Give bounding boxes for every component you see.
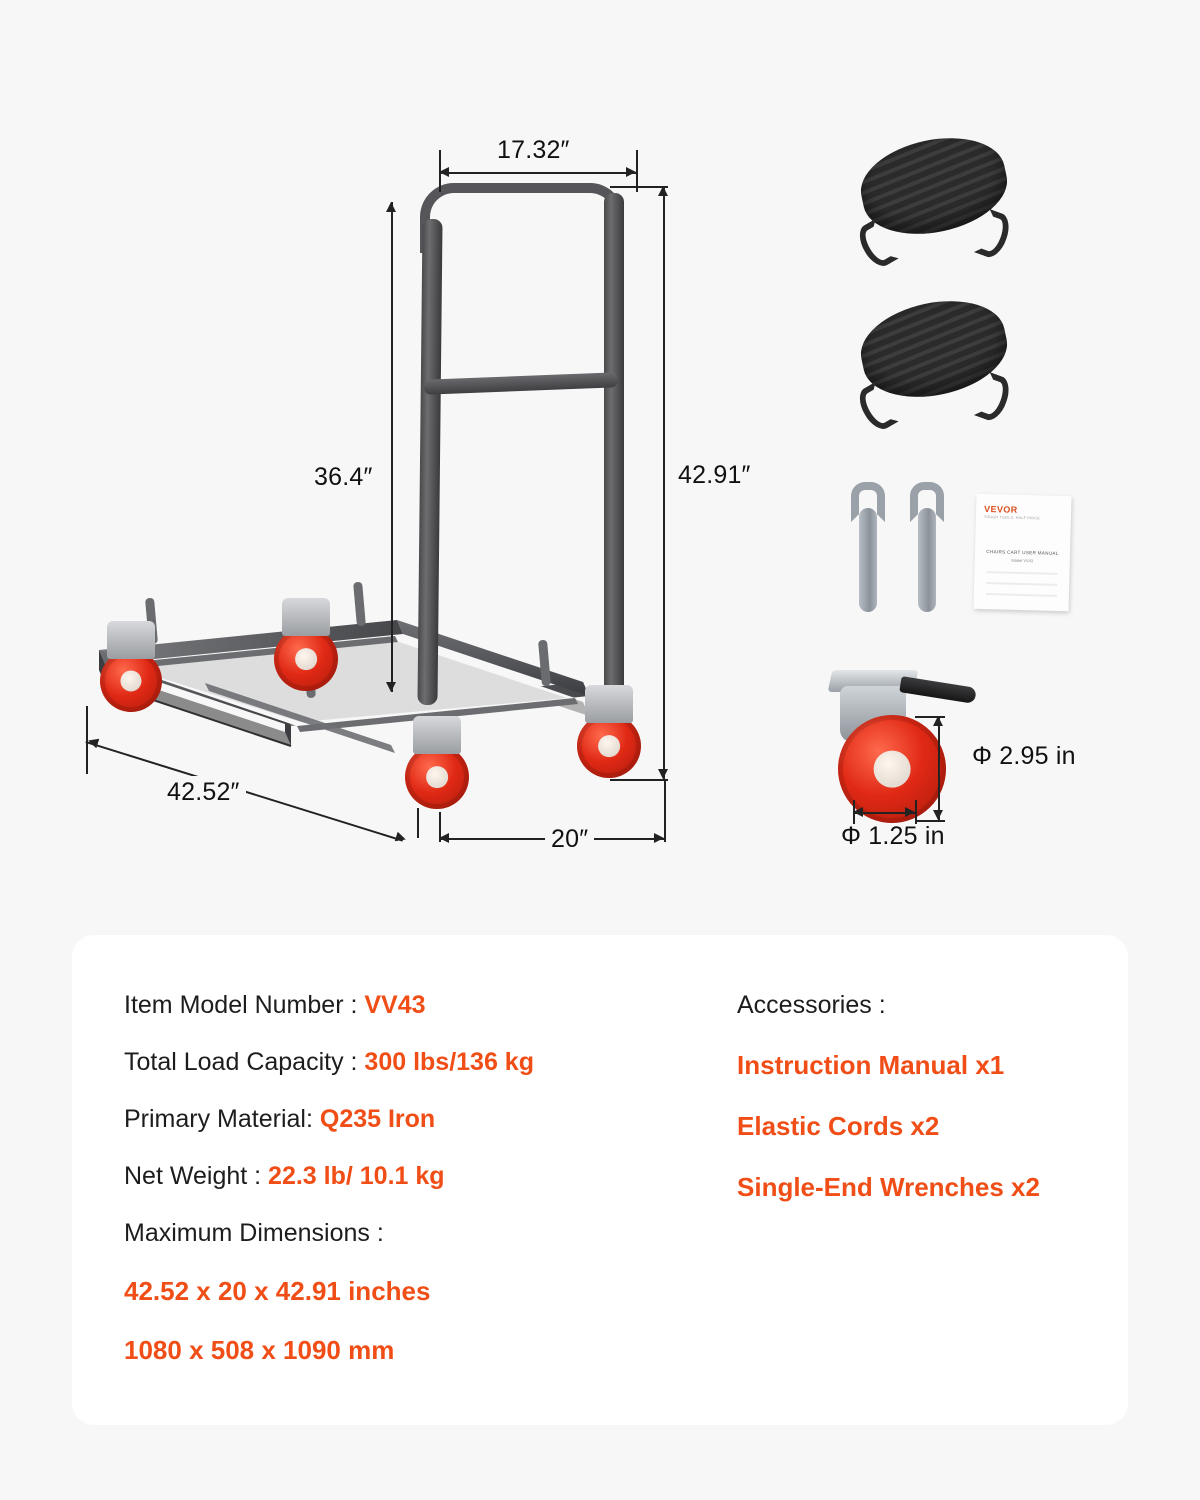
spec-row-material: [124, 1107, 704, 1132]
dim-caster-mount-ext-right: [915, 800, 917, 824]
dim-label-overall-width: 20″: [545, 823, 594, 856]
spec-value-dimensions-inches: 42.52 x 20 x 42.91 inches: [124, 1276, 431, 1306]
accessory-item-manual: [737, 1052, 1137, 1079]
manual-brand-tagline: TOUGH TOOLS, HALF PRICE: [983, 514, 1040, 521]
caster-hub-icon: [426, 766, 448, 788]
dim-ext-right: [417, 808, 419, 838]
dim-label-caster-diameter: Φ 2.95 in: [972, 742, 1076, 770]
spec-value-load-capacity: 300 lbs/136 kg: [364, 1048, 534, 1076]
dim-overall-height-ext-bottom: [610, 779, 668, 781]
cart-caster-rear-right: [577, 714, 641, 778]
spec-label-material: Primary Material:: [124, 1105, 320, 1133]
accessory-item-wrenches: [737, 1174, 1137, 1201]
cart-caster-front-right: [405, 745, 469, 809]
dim-label-overall-length: 42.52″: [161, 776, 246, 809]
dim-caster-diameter-ext-top: [915, 716, 945, 718]
dim-caster-diameter-line: [938, 716, 940, 820]
caster-bracket-icon: [107, 621, 154, 658]
manual-rule: [986, 593, 1057, 597]
caster-brake-lever-icon: [899, 676, 977, 704]
handle-post-left: [417, 219, 442, 705]
spec-label-max-dimensions: Maximum Dimensions :: [124, 1219, 384, 1247]
accessory-caster-detail: [820, 660, 980, 810]
dim-arrow: [626, 167, 636, 177]
spec-value-material: Q235 Iron: [319, 1105, 436, 1133]
dim-arrow: [439, 833, 449, 843]
dim-arrow: [933, 716, 943, 726]
caster-hub-icon: [295, 648, 317, 670]
caster-hub-icon: [874, 751, 911, 788]
spec-label-load-capacity: Total Load Capacity :: [124, 1048, 365, 1076]
dim-label-caster-mount: Φ 1.25 in: [841, 822, 945, 850]
dim-arrow: [386, 202, 396, 212]
caster-bracket-icon: [282, 598, 331, 636]
spec-row-model: [124, 993, 704, 1018]
cart-caster-front-left: [100, 650, 162, 712]
accessory-label-wrenches: Single-End Wrenches x2: [737, 1172, 1040, 1202]
dim-arrow: [658, 769, 668, 779]
handle-top-bar: [420, 183, 624, 253]
spec-row-dimensions-mm: [124, 1337, 704, 1364]
caster-hub-icon: [120, 670, 141, 691]
caster-bracket-icon: [413, 716, 462, 754]
dim-arrow: [905, 807, 915, 817]
accessory-wrench-2: [910, 482, 944, 612]
wrench-jaw-icon: [851, 482, 885, 522]
manual-rule: [986, 582, 1057, 586]
specification-card: [72, 935, 1128, 1425]
wrench-shaft-icon: [859, 508, 877, 612]
handle-cross-bar: [424, 372, 618, 394]
dim-arrow: [933, 810, 943, 820]
spec-row-max-dimensions: [124, 1221, 704, 1246]
manual-title: CHAIRS CART USER MANUAL: [986, 549, 1059, 556]
dim-label-handle-height: 36.4″: [308, 461, 379, 494]
accessory-elastic-cord-2: [853, 303, 1028, 448]
dim-overall-width-ext-right: [664, 780, 666, 842]
dim-caster-mount-ext-left: [853, 800, 855, 824]
dim-arrow: [654, 833, 664, 843]
dim-label-handle-width: 17.32″: [497, 136, 570, 164]
dim-handle-height-line: [391, 202, 393, 692]
wrench-jaw-icon: [910, 482, 944, 522]
dim-overall-height-line: [663, 186, 665, 779]
accessory-label-manual: Instruction Manual x1: [737, 1050, 1005, 1080]
accessory-instruction-manual: [974, 494, 1072, 611]
cart-handle-frame: [408, 183, 646, 703]
dim-arrow: [386, 682, 396, 692]
dim-arrow: [395, 832, 408, 845]
accessories-heading: [737, 993, 1137, 1018]
spec-value-net-weight: 22.3 lb/ 10.1 kg: [268, 1162, 445, 1190]
manual-brand: VEVOR: [983, 503, 1018, 515]
accessories-heading-label: Accessories :: [737, 991, 886, 1019]
spec-label-model: Item Model Number :: [124, 991, 365, 1019]
dim-handle-width-line: [439, 172, 636, 174]
accessory-item-cords: [737, 1113, 1137, 1140]
cart-caster-rear-left: [274, 627, 338, 691]
spec-label-net-weight: Net Weight :: [124, 1162, 269, 1190]
caster-hub-icon: [598, 735, 620, 757]
manual-rule: [986, 571, 1057, 575]
dim-arrow: [853, 807, 863, 817]
spec-column-right: [737, 993, 1137, 1235]
accessory-wrench-1: [851, 482, 885, 612]
accessory-label-cords: Elastic Cords x2: [737, 1111, 940, 1141]
dim-arrow: [658, 186, 668, 196]
manual-subtitle: Model VV43: [1011, 557, 1034, 564]
spec-row-dimensions-inches: [124, 1278, 704, 1305]
dim-arrow: [439, 167, 449, 177]
dim-label-overall-height: 42.91″: [678, 461, 751, 489]
accessory-elastic-cord-1: [853, 140, 1028, 285]
spec-value-dimensions-mm: 1080 x 508 x 1090 mm: [124, 1335, 395, 1365]
caster-bracket-icon: [585, 685, 634, 723]
spec-column-left: [124, 993, 704, 1396]
spec-row-net-weight: [124, 1164, 704, 1189]
handle-post-right: [604, 193, 624, 705]
spec-row-load-capacity: [124, 1050, 704, 1075]
spec-value-model: VV43: [364, 991, 426, 1019]
wrench-shaft-icon: [918, 508, 936, 612]
